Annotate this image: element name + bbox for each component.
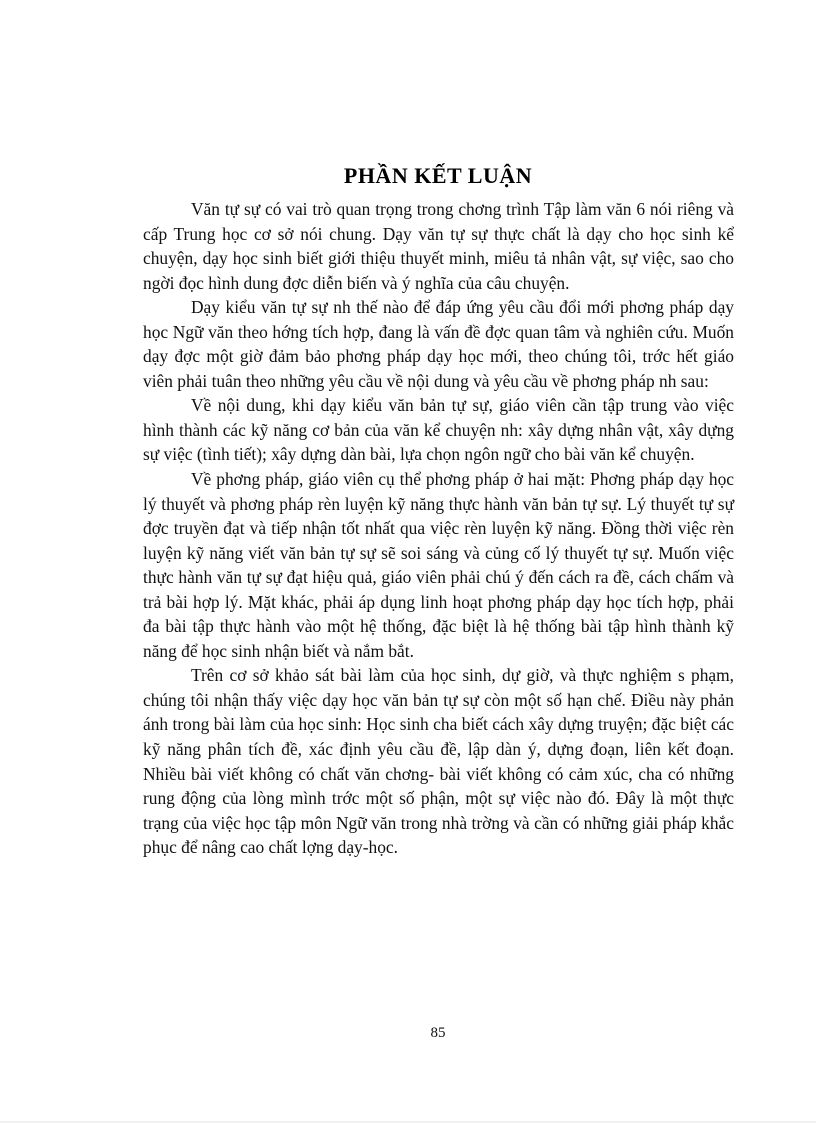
paragraph-1: Văn tự sự có vai trò quan trọng trong chơng trình Tập làm văn 6 nói riêng và cấp Trung học cơ sở nói chung. Dạy văn tự sự thực chất là dạy cho học sinh kể chuyện, dạy học sinh biết giới thiệu thuyết minh, miêu tả nhân vật, sự việc, sao cho ngời đọc hình dung đợc diễn biến và ý nghĩa của câu chuyện. bbox=[143, 199, 734, 293]
section-heading: PHẦN KẾT LUẬN bbox=[343, 163, 533, 188]
body-text bbox=[143, 197, 734, 860]
paragraph-4: Về phơng pháp, giáo viên cụ thể phơng pháp ở hai mặt: Phơng pháp dạy học lý thuyết và phơng pháp rèn luyện kỹ năng thực hành văn bản tự sự. Lý thuyết tự sự đợc truyền đạt và tiếp nhận tốt nhất qua việc rèn luyện kỹ năng. Đồng thời việc rèn luyện kỹ năng viết văn bản tự sự sẽ soi sáng và củng cố lý thuyết tự sự. Muốn việc thực hành văn tự sự đạt hiệu quả, giáo viên phải chú ý đến cách ra đề, cách chấm và trả bài hợp lý. Mặt khác, phải áp dụng linh hoạt phơng pháp dạy học tích hợp, phải đa bài tập thực hành vào một hệ thống, đặc biệt là hệ thống bài tập hình thành kỹ năng để học sinh nhận biết và nắm bắt. bbox=[143, 469, 734, 661]
paragraph-3: Về nội dung, khi dạy kiểu văn bản tự sự, giáo viên cần tập trung vào việc hình thành các kỹ năng cơ bản của văn kể chuyện nh: xây dựng nhân vật, xây dựng sự việc (tình tiết); xây dựng dàn bài, lựa chọn ngôn ngữ cho bài văn kể chuyện. bbox=[143, 395, 734, 465]
paragraph-5: Trên cơ sở khảo sát bài làm của học sinh, dự giờ, và thực nghiệm s phạm, chúng tôi nhận thấy việc dạy học văn bản tự sự còn một số hạn chế. Điều này phản ánh trong bài làm của học sinh: Học sinh cha biết cách xây dựng truyện; đặc biệt các kỹ năng phân tích đề, xác định yêu cầu đề, lập dàn ý, dựng đoạn, liên kết đoạn. Nhiều bài viết không có chất văn chơng- bài viết không có cảm xúc, cha có những rung động của lòng mình trớc một số phận, một sự việc nào đó. Đây là một thực trạng của việc học tập môn Ngữ văn trong nhà trờng và cần có những giải pháp khắc phục để nâng cao chất lợng dạy-học. bbox=[143, 665, 734, 858]
page-number: 85 bbox=[430, 1025, 446, 1041]
paragraph-2: Dạy kiểu văn tự sự nh thế nào để đáp ứng yêu cầu đổi mới phơng pháp dạy học Ngữ văn theo hớng tích hợp, đang là vấn đề đợc quan tâm và nghiên cứu. Muốn dạy đợc một giờ đảm bảo phơng pháp dạy học mới, theo chúng tôi, trớc hết giáo viên phải tuân theo những yêu cầu về nội dung và yêu cầu về phơng pháp nh sau: bbox=[143, 297, 734, 391]
